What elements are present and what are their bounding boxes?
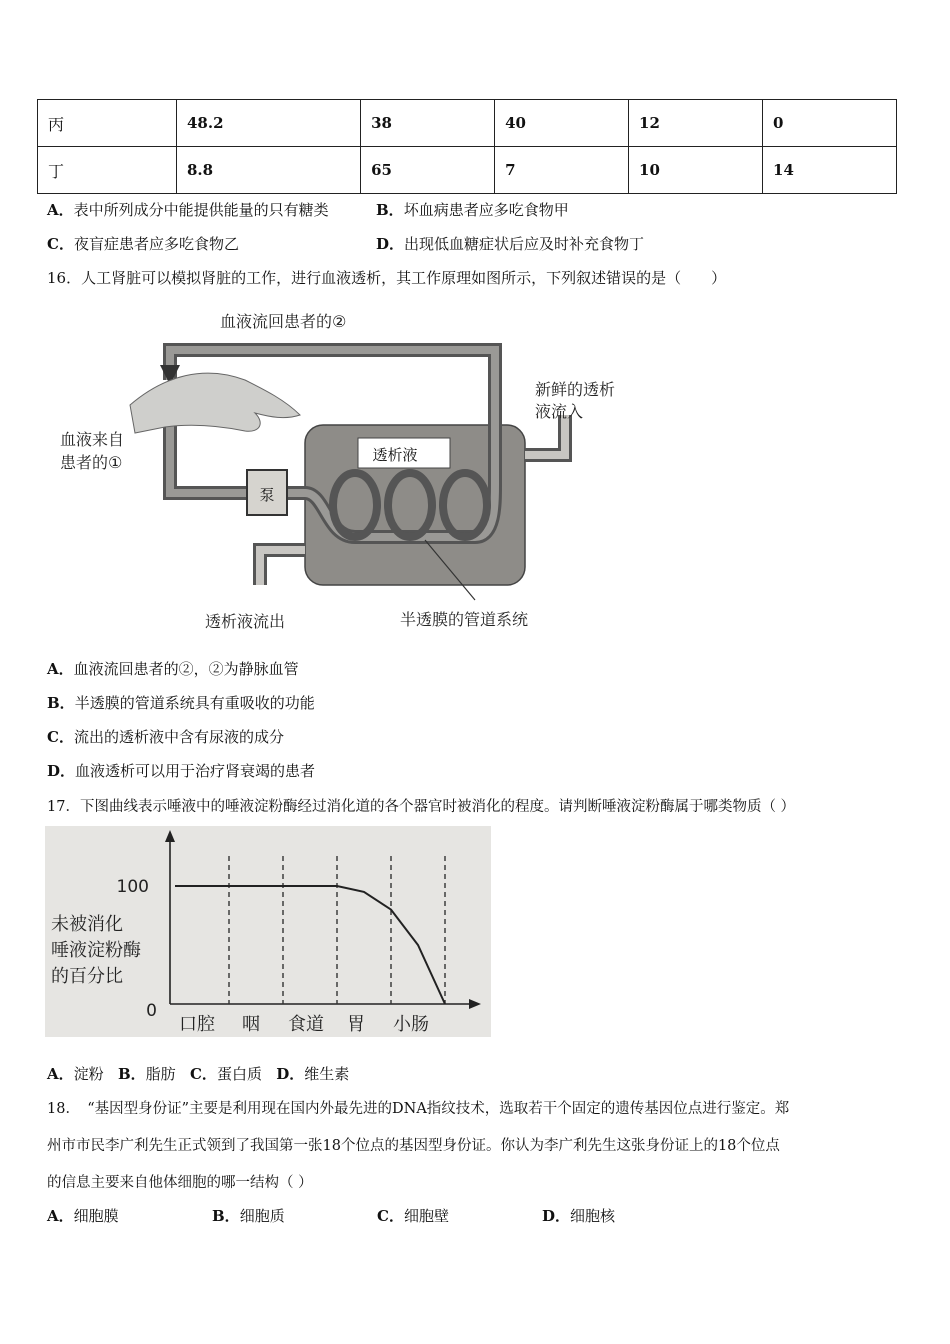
q18-option-b: B．细胞质 [212, 1207, 285, 1225]
q18-stem-line-2: 州市市民李广利先生正式领到了我国第一张18个位点的基因型身份证。你认为李广利先生这张身份证上的18个位点 [47, 1138, 780, 1154]
q16-stem: 16．人工肾脏可以模拟肾脏的工作，进行血液透析，其工作原理如图所示，下列叙述错误的是（ ） [47, 269, 727, 287]
pump-label: 泵 [259, 486, 275, 504]
table-cell: 10 [629, 147, 763, 194]
table-row [38, 147, 897, 194]
table-cell: 0 [763, 100, 897, 147]
digestion-chart [45, 826, 491, 1037]
q15-option-a: A．表中所列成分中能提供能量的只有糖类 [47, 201, 329, 219]
y-tick-label: 100 [116, 877, 149, 897]
label-blood-from-2: 患者的① [60, 453, 123, 472]
arm-illustration [130, 373, 300, 433]
q16-option-b: B．半透膜的管道系统具有重吸收的功能 [47, 694, 315, 712]
x-tick-label: 胃 [347, 1014, 365, 1035]
y-tick-label: 0 [146, 1001, 157, 1021]
q18-option-d: D．细胞核 [542, 1207, 616, 1225]
x-tick-label: 咽 [242, 1014, 260, 1035]
table-cell: 38 [361, 100, 495, 147]
q18-stem-line-3: 的信息主要来自他体细胞的哪一结构（ ） [47, 1175, 313, 1191]
table-row [38, 100, 897, 147]
q18-option-a: A．细胞膜 [47, 1207, 119, 1225]
table-cell: 7 [495, 147, 629, 194]
fresh-inlet-tube [525, 415, 565, 455]
y-axis-label-line: 唾液淀粉酶 [51, 940, 141, 961]
y-axis-label-line: 的百分比 [51, 966, 123, 987]
table-cell: 丙 [38, 100, 177, 147]
label-membrane: 半透膜的管道系统 [400, 610, 529, 629]
q16-option-c: C．流出的透析液中含有尿液的成分 [47, 728, 284, 746]
q18-stem-line-1: 18． “基因型身份证”主要是利用现在国内外最先进的DNA指纹技术，选取若干个固定的遗传基因位点进行鉴定。郑 [47, 1101, 790, 1117]
q15-option-b: B．坏血病患者应多吃食物甲 [376, 201, 569, 219]
table-cell: 65 [361, 147, 495, 194]
q16-option-a: A．血液流回患者的②，②为静脉血管 [47, 660, 299, 678]
outflow-tube [260, 550, 305, 585]
label-blood-from-1: 血液来自 [60, 430, 125, 449]
table-cell: 12 [629, 100, 763, 147]
label-outflow: 透析液流出 [205, 612, 286, 631]
q16-option-d: D．血液透析可以用于治疗肾衰竭的患者 [47, 762, 316, 780]
q17-stem: 17．下图曲线表示唾液中的唾液淀粉酶经过消化道的各个器官时被消化的程度。请判断唾液淀粉酶属于哪类物质（ ） [47, 799, 796, 815]
table-cell: 48.2 [177, 100, 361, 147]
dialysate-label: 透析液 [372, 446, 418, 464]
label-blood-return: 血液流回患者的② [220, 312, 347, 331]
q15-option-d: D．出现低血糖症状后应及时补充食物丁 [376, 235, 645, 253]
nutrition-table [37, 99, 897, 194]
table-cell: 14 [763, 147, 897, 194]
y-axis-label-line: 未被消化 [51, 914, 123, 935]
q18-option-c: C．细胞壁 [377, 1207, 449, 1225]
label-fresh-1: 新鲜的透析 [535, 380, 616, 399]
x-tick-label: 食道 [288, 1014, 324, 1035]
table-cell: 8.8 [177, 147, 361, 194]
q15-option-c: C．夜盲症患者应多吃食物乙 [47, 235, 239, 253]
x-tick-label: 小肠 [393, 1014, 429, 1035]
table-cell: 丁 [38, 147, 177, 194]
dialysis-diagram [55, 305, 655, 640]
x-tick-label: 口腔 [179, 1014, 215, 1035]
table-cell: 40 [495, 100, 629, 147]
q17-options: A．淀粉 B．脂肪 C．蛋白质 D．维生素 [47, 1065, 350, 1083]
label-fresh-2: 液流入 [535, 402, 584, 421]
